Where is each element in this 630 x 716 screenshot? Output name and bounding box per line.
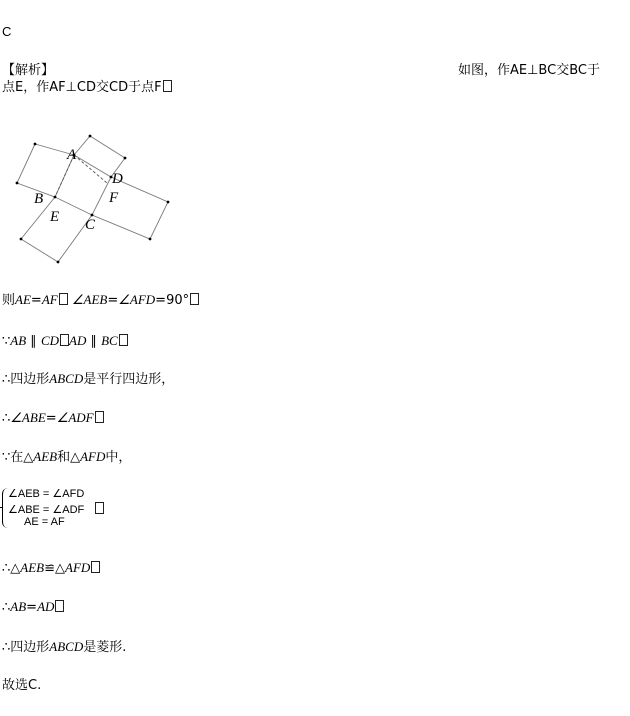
text: ∵	[2, 334, 11, 349]
square-top-left	[17, 144, 74, 197]
missing-glyph	[59, 293, 68, 305]
text: ∥	[26, 334, 41, 349]
missing-glyph	[95, 411, 104, 423]
text: ∴	[2, 600, 11, 615]
math: ∠ABE	[10, 410, 46, 425]
text: ∠ABE = ∠ADF	[8, 504, 85, 516]
math: AF	[41, 292, 58, 307]
math: AFD	[80, 449, 106, 464]
label-f: F	[109, 190, 119, 206]
analysis-heading: 【解析】	[2, 63, 55, 78]
intro-text: 点E，作AF⊥CD交CD于点F	[2, 80, 162, 95]
text: 是平行四边形，	[83, 372, 175, 387]
text: ∴四边形	[2, 372, 50, 387]
label-b: B	[34, 191, 44, 207]
condition-3: AE = AF	[24, 516, 65, 528]
math: AEB	[20, 560, 45, 575]
answer-letter: C	[2, 24, 12, 39]
step-1	[2, 292, 199, 309]
text: =	[26, 600, 38, 615]
math: AD	[37, 599, 55, 614]
text: ∴	[2, 411, 11, 426]
text: =	[45, 411, 57, 426]
missing-glyph	[119, 334, 128, 346]
math: ∠ADF	[56, 410, 94, 425]
missing-glyph	[55, 600, 64, 612]
text: 中，	[105, 450, 132, 465]
math: ∠AFD	[118, 292, 156, 307]
text: ≌△	[44, 561, 65, 576]
altitude-af	[74, 155, 107, 183]
math: AFD	[65, 560, 91, 575]
math: AE	[15, 292, 31, 307]
math: BC	[101, 333, 118, 348]
label-d: D	[112, 171, 123, 187]
missing-glyph	[190, 293, 199, 305]
step-3	[2, 371, 174, 388]
step-4	[2, 410, 104, 427]
text: ∵在△	[2, 450, 34, 465]
final-answer: 故选C.	[2, 678, 42, 693]
missing-glyph	[60, 334, 69, 346]
square-bottom-left	[21, 197, 92, 262]
text: 则	[2, 293, 16, 308]
analysis-intro-line-2	[2, 80, 172, 96]
math: AB	[10, 333, 27, 348]
text: ∥	[86, 334, 102, 349]
step-6	[2, 560, 100, 577]
text: =90°	[155, 293, 190, 308]
math: ∠AEB	[71, 292, 108, 307]
math: ABCD	[49, 371, 84, 386]
text: 和△	[57, 450, 81, 465]
text: ∴四边形	[2, 640, 50, 655]
math: AB	[10, 599, 27, 614]
label-a: A	[67, 147, 77, 163]
text: =	[30, 293, 42, 308]
text: ∴△	[2, 561, 21, 576]
math: ABCD	[49, 639, 84, 654]
text: 是菱形.	[83, 640, 127, 655]
condition-1: ∠AEB = ∠AFD	[8, 488, 85, 500]
step-8	[2, 639, 126, 656]
math: AD	[69, 333, 87, 348]
geometry-figure	[0, 125, 190, 275]
condition-2	[8, 502, 104, 517]
square-bottom-right	[92, 177, 168, 239]
text: =	[107, 293, 119, 308]
analysis-intro-line-1: 如图，作AE⊥BC交BC于	[458, 63, 600, 78]
missing-glyph	[95, 502, 104, 514]
missing-glyph	[91, 561, 100, 573]
math: AEB	[33, 449, 58, 464]
label-e: E	[50, 209, 60, 225]
label-c: C	[85, 217, 96, 233]
step-7	[2, 599, 64, 616]
step-5	[2, 449, 131, 466]
missing-glyph	[163, 80, 172, 92]
math: CD	[40, 333, 59, 348]
step-2	[2, 333, 128, 350]
